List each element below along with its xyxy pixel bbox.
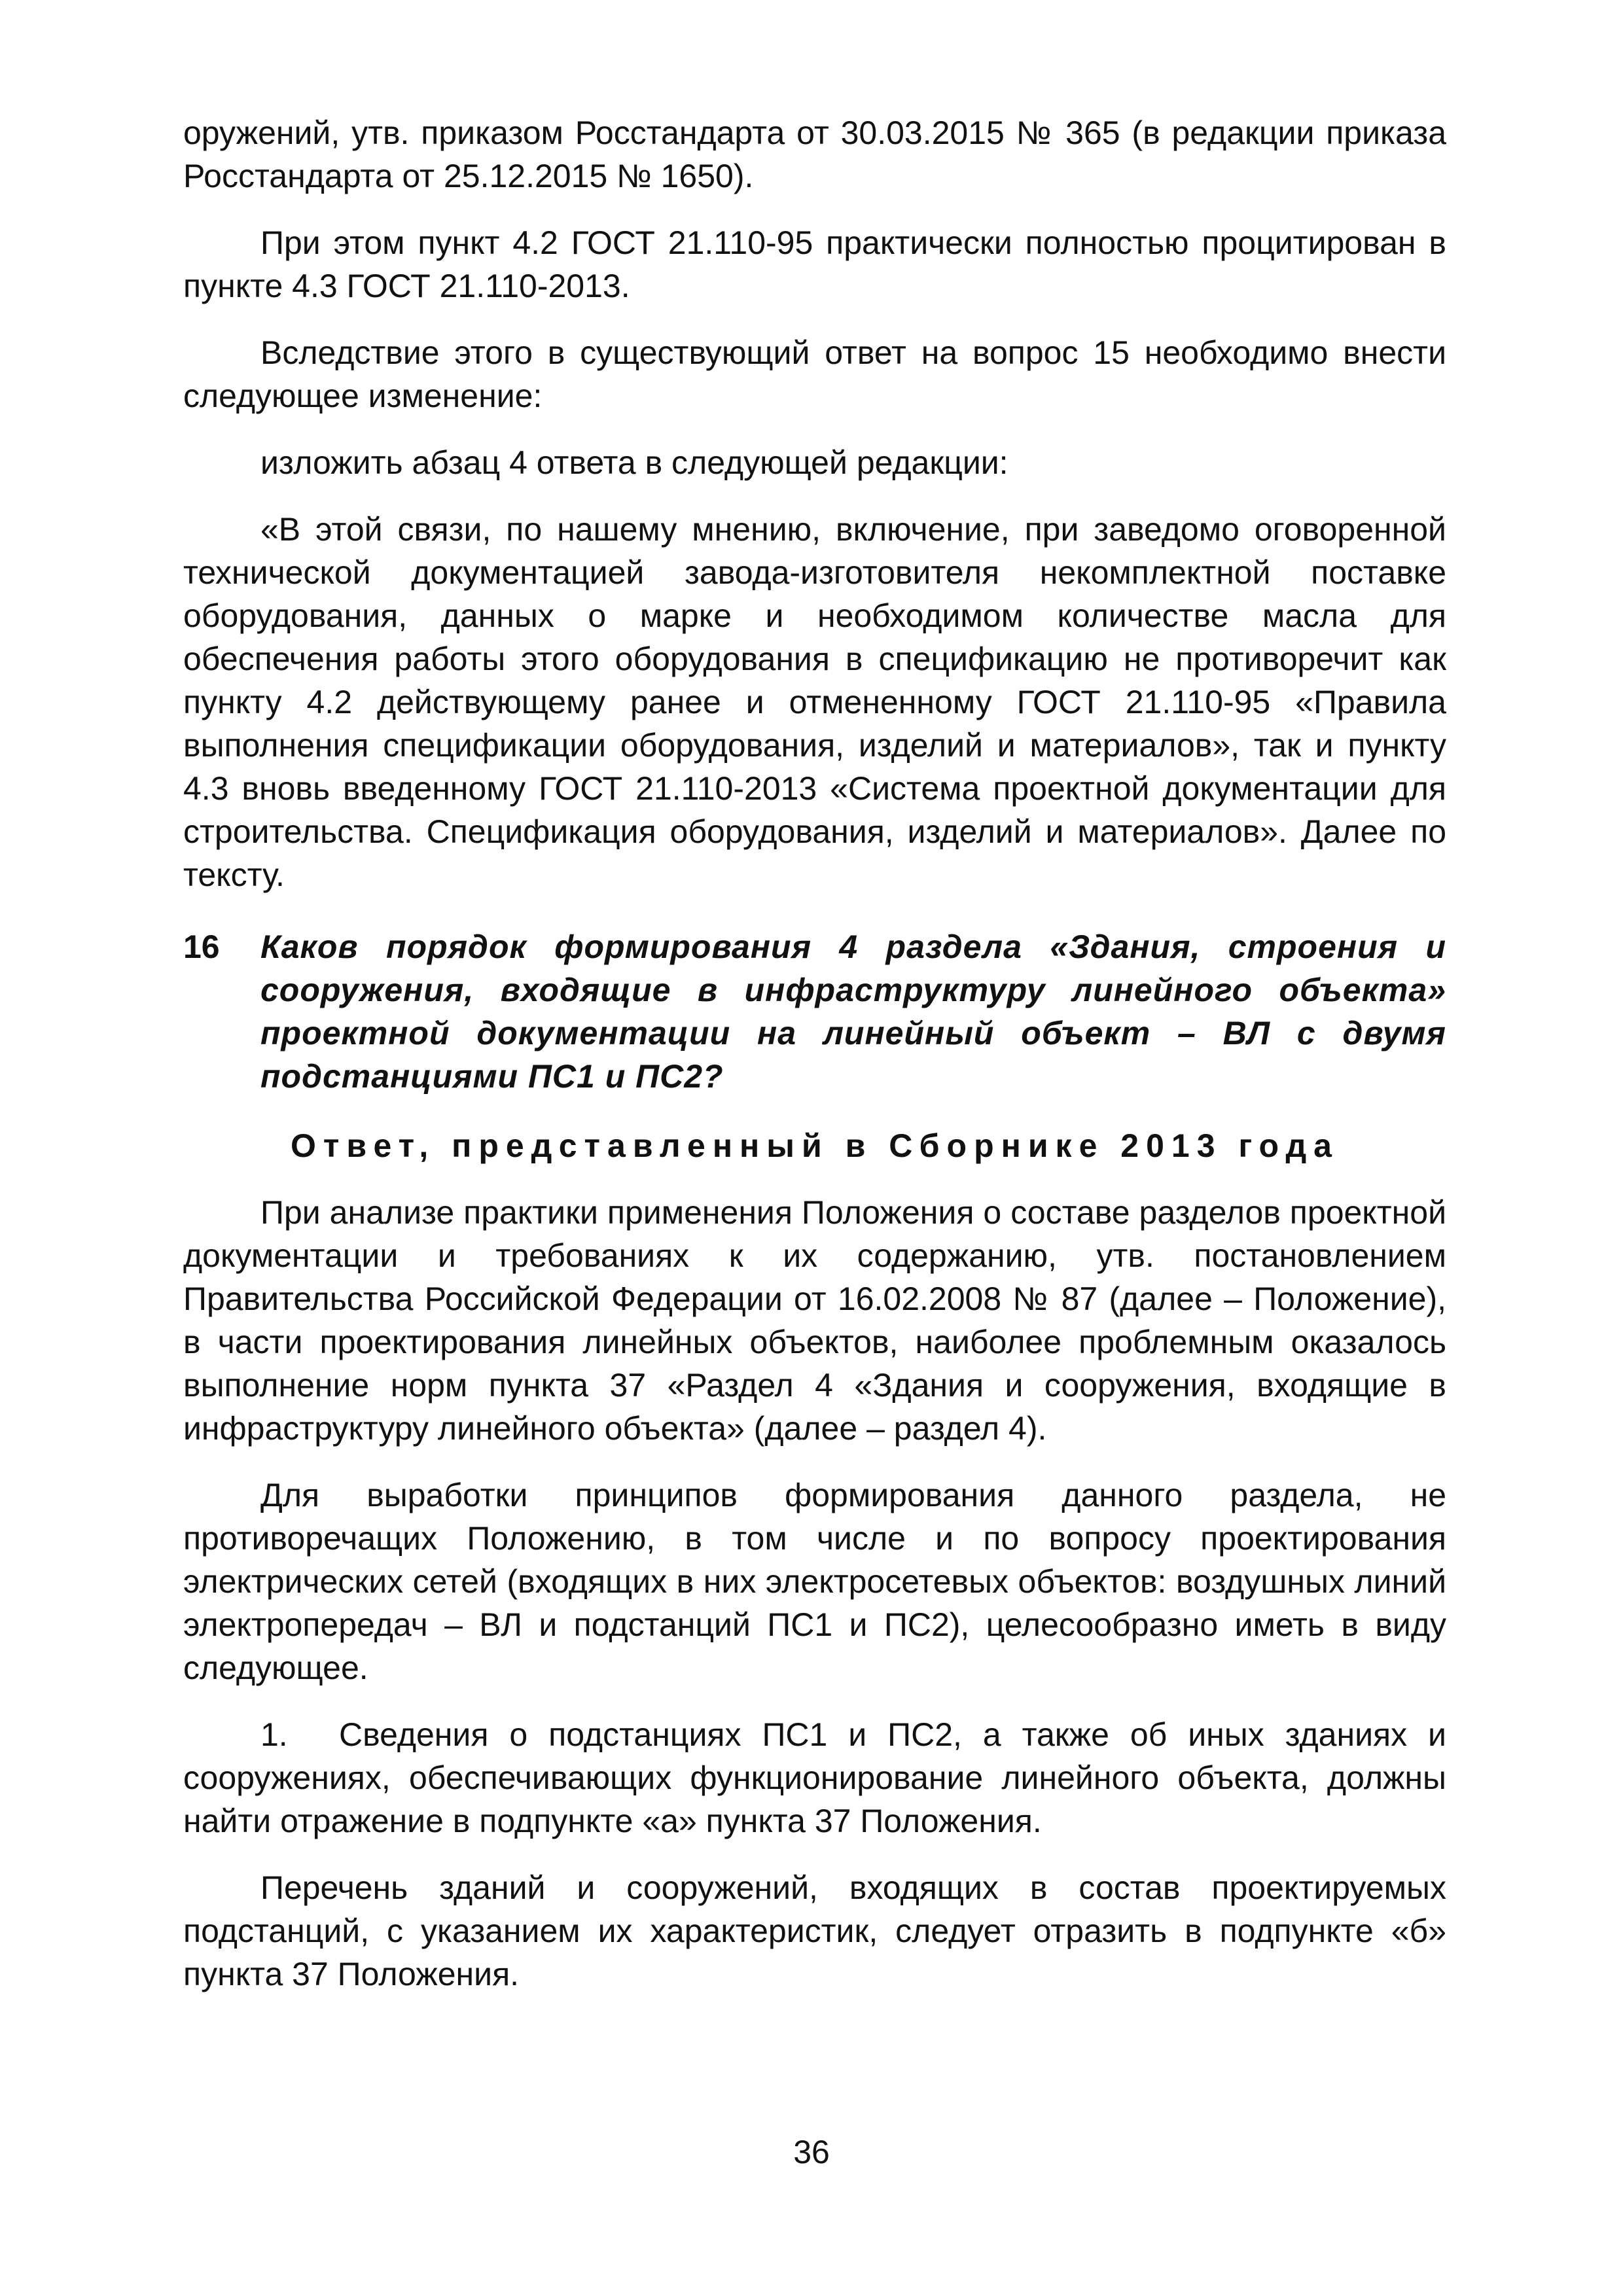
page-number: 36 xyxy=(793,2134,830,2170)
list-item-number: 1. xyxy=(260,1716,288,1753)
answer-heading: Ответ, представленный в Сборнике 2013 года xyxy=(291,1127,1339,1164)
paragraph-gost-citation: При этом пункт 4.2 ГОСТ 21.110-95 практически полностью процитирован в пункте 4.3 ГОСТ 21.110-2013. xyxy=(183,224,1446,304)
answer-paragraph-buildings-list: Перечень зданий и сооружений, входящих в состав проектируемых подстанций, с указанием их характеристик, следует отразить в подпункте «б» пункта 37 Положения. xyxy=(183,1869,1446,1992)
document-page xyxy=(183,111,1446,2019)
question-text: Каков порядок формирования 4 раздела «Здания, строения и сооружения, входящие в инфраструктуру линейного объекта» проектной документации на линейный объект – ВЛ с двумя подстанциями ПС1 и ПС2? xyxy=(260,928,1446,1095)
answer-paragraph-principles: Для выработки принципов формирования данного раздела, не противоречащих Положению, в том числе и по вопросу проектирования электрических сетей (входящих в них электросетевых объектов: воздушных линий электропередач – ВЛ и подстанций ПС1 и ПС2), целесообразно иметь в виду следующее. xyxy=(183,1477,1446,1686)
paragraph-quoted-edit: «В этой связи, по нашему мнению, включение, при заведомо оговоренной технической документацией завода-изготовителя некомплектной поставке оборудования, данных о марке и необходимом количестве масла для обеспечения работы этого оборудования в спецификацию не противоречит как пункту 4.2 действующему ранее и отмененному ГОСТ 21.110-95 «Правила выполнения спецификации оборудования, изделий и материалов», так и пункту 4.3 вновь введенному ГОСТ 21.110-2013 «Система проектной документации для строительства. Спецификация оборудования, изделий и материалов». Далее по тексту. xyxy=(183,511,1446,893)
question-number: 16 xyxy=(183,928,220,965)
question-block xyxy=(183,925,1446,1098)
answer-paragraph-analysis: При анализе практики применения Положения о составе разделов проектной документации и требованиях к их содержанию, утв. постановлением Правительства Российской Федерации от 16.02.2008 № 87 (далее – Положение), в части проектирования линейных объектов, наиболее проблемным оказалось выполнение норм пункта 37 «Раздел 4 «Здания и сооружения, входящие в инфраструктуру линейного объекта» (далее – раздел 4). xyxy=(183,1194,1446,1447)
list-item-text: Сведения о подстанциях ПС1 и ПС2, а также об иных зданиях и сооружениях, обеспечивающих функционирование линейного объекта, должны найти отражение в подпункте «а» пункта 37 Положения. xyxy=(183,1716,1446,1839)
paragraph-change-intro: Вследствие этого в существующий ответ на вопрос 15 необходимо внести следующее изменение: xyxy=(183,334,1446,414)
paragraph-continuation: оружений, утв. приказом Росстандарта от 30.03.2015 № 365 (в редакции приказа Росстандарта от 25.12.2015 № 1650). xyxy=(183,115,1446,194)
answer-list-item-1 xyxy=(183,1713,1446,1843)
paragraph-edit-instruction: изложить абзац 4 ответа в следующей редакции: xyxy=(260,444,1008,481)
